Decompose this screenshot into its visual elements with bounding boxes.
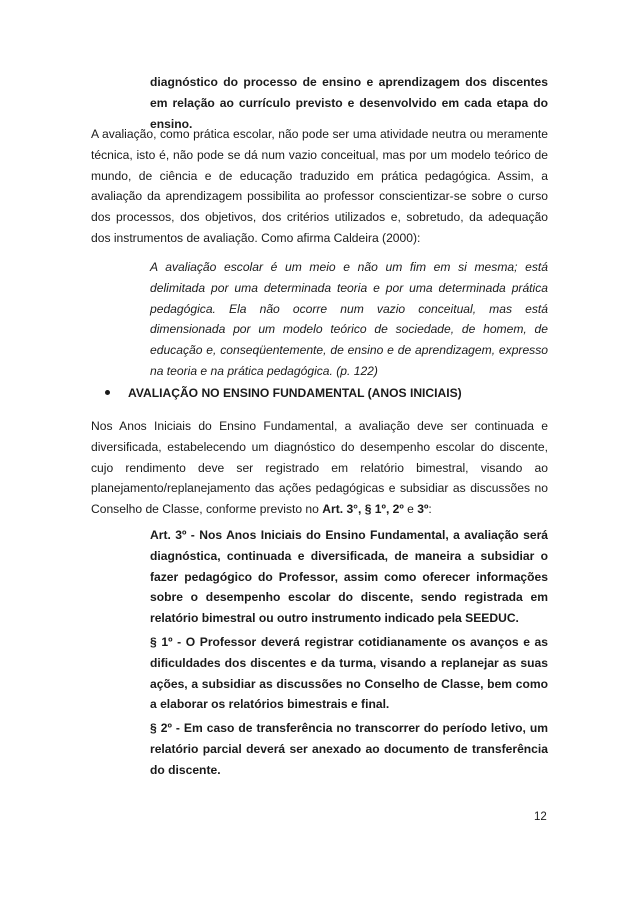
section-heading <box>105 383 462 403</box>
paragraph-2: § 2º - Em caso de transferência no transcorrer do período letivo, um relatório parcial deverá ser anexado ao documento de transferência do discente. <box>150 721 548 777</box>
bullet-icon <box>105 390 110 395</box>
page-number: 12 <box>534 811 547 823</box>
article-3: Art. 3º - Nos Anos Iniciais do Ensino Fundamental, a avaliação será diagnóstica, continuada e diversificada, de maneira a subsidiar o fazer pedagógico do Professor, assim como oferecer informações sobre o desempenho escolar do discente, sendo registrada em relatório bimestral ou outro instrumento indicado pela SEEDUC. <box>150 528 548 626</box>
article-reference-2: 3º <box>417 502 429 517</box>
paragraph-anos-iniciais-text: Nos Anos Iniciais do Ensino Fundamental, a avaliação deve ser continuada e diversificada, estabelecendo um diagnóstico do desempenho escolar do discente, cujo rendimento deve ser registrado em relatório bimestral, visando ao planejamento/replanejamento das ações pedagógicas e subsidiar as discussões no Conselho de Classe, conforme previsto no <box>91 419 548 517</box>
paragraph-end: : <box>428 502 432 517</box>
paragraph-1: § 1º - O Professor deverá registrar cotidianamente os avanços e as dificuldades dos discentes e da turma, visando a replanejar as suas ações, a subsidiar as discussões no Conselho de Classe, bem como a elaborar os relatórios bimestrais e final. <box>150 635 548 712</box>
paragraph-anos-iniciais <box>91 416 548 520</box>
article-reference: Art. 3°, § 1º, 2º <box>322 502 404 517</box>
conjunction: e <box>403 502 418 517</box>
top-quote: diagnóstico do processo de ensino e aprendizagem dos discentes em relação ao currículo previsto e desenvolvido em cada etapa do ensino. <box>150 75 548 131</box>
paragraph-avaliacao: A avaliação, como prática escolar, não pode ser uma atividade neutra ou meramente técnica, isto é, não pode se dá num vazio conceitual, mas por um modelo teórico de mundo, de ciência e de educação traduzido em prática pedagógica. Assim, a avaliação da aprendizagem possibilita ao professor conscientizar-se sobre o curso dos processos, dos objetivos, dos critérios utilizados e, sobretudo, da adequação dos instrumentos de avaliação. Como afirma Caldeira (2000): <box>91 127 548 245</box>
section-heading-text: AVALIAÇÃO NO ENSINO FUNDAMENTAL (ANOS INICIAIS) <box>128 386 462 400</box>
quote-caldeira: A avaliação escolar é um meio e não um fim em si mesma; está delimitada por uma determinada teoria e por uma determinada prática pedagógica. Ela não ocorre num vazio conceitual, mas está dimensionada por um modelo teórico de sociedade, de homem, de educação e, conseqüentemente, de ensino e de aprendizagem, expresso na teoria e na prática pedagógica. (p. 122) <box>150 260 548 378</box>
